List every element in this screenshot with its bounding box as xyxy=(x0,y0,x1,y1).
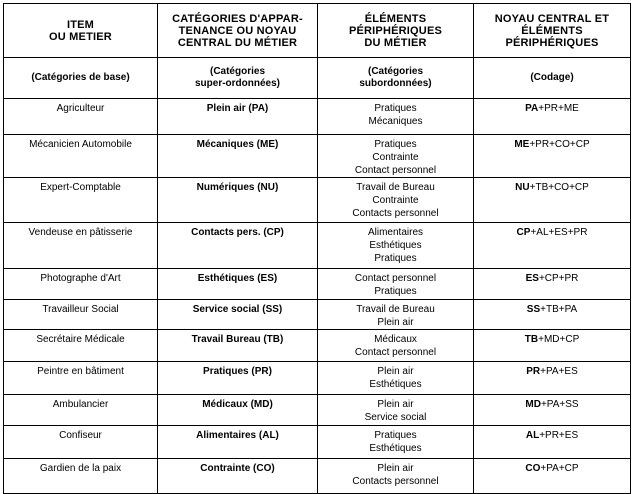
elements-cell xyxy=(318,223,474,269)
code-rest: +PR+ES xyxy=(539,430,579,441)
code-cell xyxy=(474,395,631,426)
table-row xyxy=(4,459,631,494)
code-main: ES xyxy=(525,273,539,284)
category-cell: Mécaniques (ME) xyxy=(158,135,318,178)
item-cell: Photographe d'Art xyxy=(4,269,158,300)
element-line: Pratiques xyxy=(374,139,417,150)
item-cell: Gardien de la paix xyxy=(4,459,158,494)
item-cell: Confiseur xyxy=(4,426,158,459)
code-rest: +TB+PA xyxy=(540,304,578,315)
element-line: Pratiques xyxy=(374,286,417,297)
code-rest: +AL+ES+PR xyxy=(530,227,588,238)
code-cell xyxy=(474,330,631,362)
header-row xyxy=(4,4,631,58)
item-cell: Vendeuse en pâtisserie xyxy=(4,223,158,269)
table-body xyxy=(4,99,631,494)
subheader-cell xyxy=(4,58,158,99)
header-line: PÉRIPHÉRIQUES xyxy=(348,24,443,37)
element-line: Travail de Bureau xyxy=(356,182,435,193)
code-rest: +PA+SS xyxy=(540,399,579,410)
element-line: Contacts personnel xyxy=(352,476,439,487)
table-row xyxy=(4,269,631,300)
category-cell: Contrainte (CO) xyxy=(158,459,318,494)
code-main: CO xyxy=(525,463,541,474)
category-cell: Pratiques (PR) xyxy=(158,362,318,395)
header-line: CENTRAL DU MÉTIER xyxy=(177,36,298,49)
element-line: Esthétiques xyxy=(369,379,422,390)
header-line: CATÉGORIES D'APPAR- xyxy=(172,12,303,25)
table-row xyxy=(4,362,631,395)
header-line: PÉRIPHÉRIQUES xyxy=(505,36,599,49)
table-row xyxy=(4,99,631,135)
element-line: Contact personnel xyxy=(354,165,437,176)
subheader-line: super-ordonnées) xyxy=(194,78,280,89)
code-main: CP xyxy=(516,227,531,238)
item-cell: Ambulancier xyxy=(4,395,158,426)
element-line: Plein air xyxy=(377,399,414,410)
element-line: Pratiques xyxy=(374,103,417,114)
element-line: Esthétiques xyxy=(369,240,422,251)
code-rest: +PA+ES xyxy=(540,366,578,377)
element-line: Médicaux xyxy=(374,334,417,345)
header-elements xyxy=(318,4,474,58)
element-line: Contrainte xyxy=(372,195,419,206)
item-cell: Travailleur Social xyxy=(4,300,158,330)
header-category xyxy=(158,4,318,58)
element-line: Service social xyxy=(364,412,427,423)
category-cell: Alimentaires (AL) xyxy=(158,426,318,459)
elements-cell xyxy=(318,395,474,426)
element-line: Pratiques xyxy=(374,430,417,441)
elements-cell xyxy=(318,135,474,178)
item-cell: Agriculteur xyxy=(4,99,158,135)
table-row xyxy=(4,330,631,362)
header-line: ÉLÉMENTS xyxy=(364,12,427,25)
elements-cell xyxy=(318,300,474,330)
elements-cell xyxy=(318,269,474,300)
code-main: MD xyxy=(525,399,541,410)
code-cell xyxy=(474,269,631,300)
code-rest: +TB+CO+CP xyxy=(529,182,589,193)
code-rest: +PR+ME xyxy=(538,103,579,114)
element-line: Travail de Bureau xyxy=(356,304,435,315)
element-line: Contact personnel xyxy=(354,347,437,358)
code-cell xyxy=(474,426,631,459)
category-cell: Contacts pers. (CP) xyxy=(158,223,318,269)
subheader-line: (Catégories xyxy=(367,66,423,77)
subheader-line: (Codage) xyxy=(530,72,574,83)
subheader-cell xyxy=(318,58,474,99)
element-line: Alimentaires xyxy=(367,227,424,238)
item-cell: Mécanicien Automobile xyxy=(4,135,158,178)
element-line: Esthétiques xyxy=(369,443,422,454)
item-cell: Peintre en bâtiment xyxy=(4,362,158,395)
header-item xyxy=(4,4,158,58)
table-row xyxy=(4,223,631,269)
category-cell: Esthétiques (ES) xyxy=(158,269,318,300)
elements-cell xyxy=(318,99,474,135)
subheader-cell xyxy=(158,58,318,99)
code-cell xyxy=(474,459,631,494)
table-row xyxy=(4,395,631,426)
code-rest: +PR+CO+CP xyxy=(529,139,590,150)
table-row xyxy=(4,426,631,459)
category-cell: Numériques (NU) xyxy=(158,178,318,223)
category-cell: Service social (SS) xyxy=(158,300,318,330)
code-cell xyxy=(474,300,631,330)
elements-cell xyxy=(318,459,474,494)
header-line: DU MÉTIER xyxy=(364,36,427,49)
subheader-line: (Catégories xyxy=(209,66,265,77)
item-cell: Expert-Comptable xyxy=(4,178,158,223)
code-cell xyxy=(474,178,631,223)
header-line: NOYAU CENTRAL ET xyxy=(494,12,610,25)
code-rest: +CP+PR xyxy=(538,273,579,284)
code-rest: +PA+CP xyxy=(540,463,579,474)
item-cell: Secrétaire Médicale xyxy=(4,330,158,362)
code-main: AL xyxy=(525,430,540,441)
code-main: NU xyxy=(515,182,530,193)
elements-cell xyxy=(318,178,474,223)
category-cell: Travail Bureau (TB) xyxy=(158,330,318,362)
subheader-line: (Catégories de base) xyxy=(31,72,130,83)
elements-cell xyxy=(318,362,474,395)
category-cell: Plein air (PA) xyxy=(158,99,318,135)
code-rest: +MD+CP xyxy=(538,334,580,345)
element-line: Contrainte xyxy=(372,152,419,163)
code-main: PR xyxy=(526,366,541,377)
professions-table xyxy=(3,3,631,494)
subheader-row xyxy=(4,58,631,99)
element-line: Mécaniques xyxy=(368,116,423,127)
category-cell: Médicaux (MD) xyxy=(158,395,318,426)
table-row xyxy=(4,300,631,330)
elements-cell xyxy=(318,426,474,459)
code-main: SS xyxy=(526,304,541,315)
code-cell xyxy=(474,135,631,178)
code-main: PA xyxy=(525,103,539,114)
element-line: Plein air xyxy=(377,317,414,328)
subheader-line: subordonnées) xyxy=(359,78,432,89)
header-line: TENANCE OU NOYAU xyxy=(178,24,297,37)
code-cell xyxy=(474,223,631,269)
table-row xyxy=(4,135,631,178)
code-cell xyxy=(474,99,631,135)
header-line: ÉLÉMENTS xyxy=(521,24,583,37)
element-line: Pratiques xyxy=(374,253,417,264)
code-main: TB xyxy=(524,334,539,345)
table-row xyxy=(4,178,631,223)
header-line: ITEM xyxy=(66,18,95,31)
element-line: Contact personnel xyxy=(354,273,437,284)
element-line: Plein air xyxy=(377,366,414,377)
elements-cell xyxy=(318,330,474,362)
element-line: Plein air xyxy=(377,463,414,474)
code-cell xyxy=(474,362,631,395)
subheader-cell xyxy=(474,58,631,99)
header-code xyxy=(474,4,631,58)
code-main: ME xyxy=(514,139,530,150)
header-line: OU METIER xyxy=(49,30,112,43)
element-line: Contacts personnel xyxy=(352,208,439,219)
